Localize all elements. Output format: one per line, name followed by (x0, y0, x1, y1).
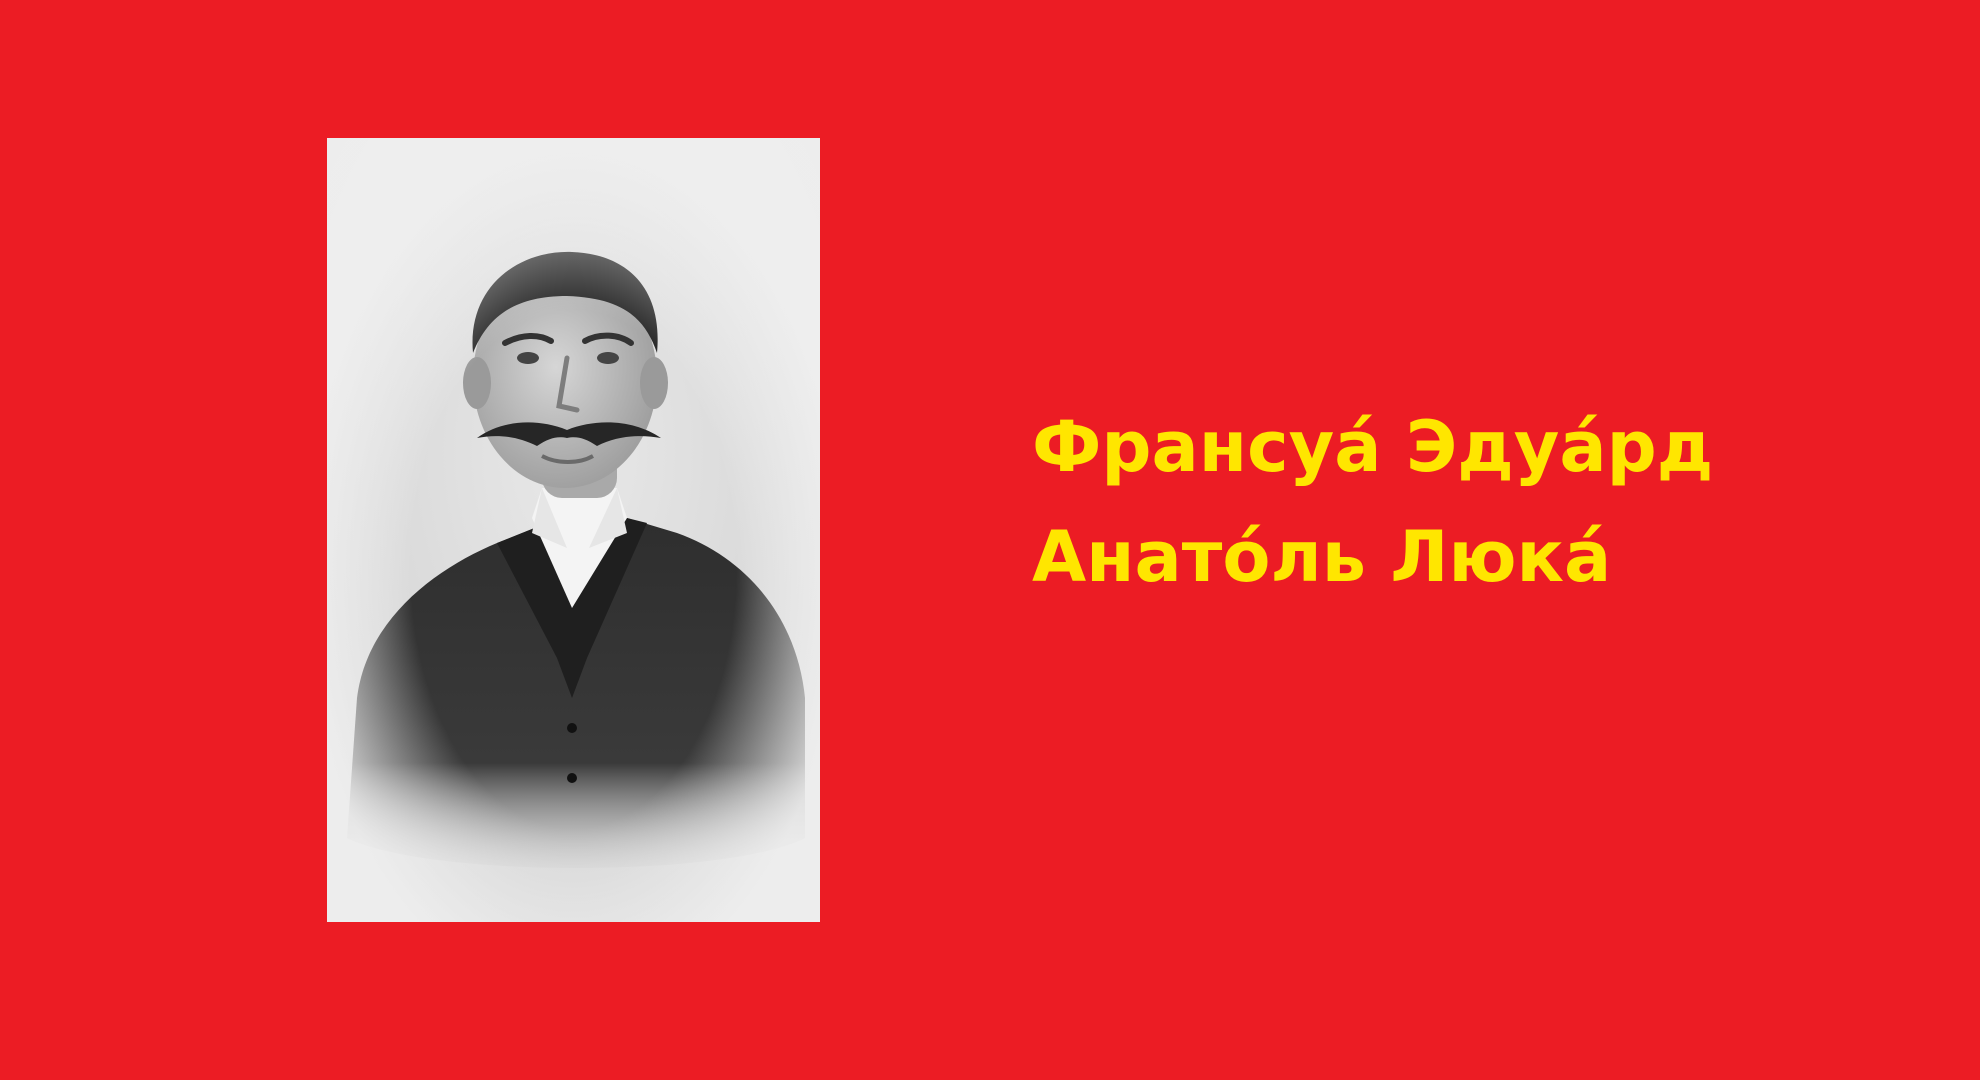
title-line-2: Анато́ль Люка́ (1032, 516, 1612, 598)
portrait-photo (327, 138, 820, 922)
title-line-1: Франсуа́ Эдуа́рд (1032, 406, 1714, 488)
title-block (1032, 392, 1832, 612)
portrait-photo-icon (327, 138, 820, 922)
